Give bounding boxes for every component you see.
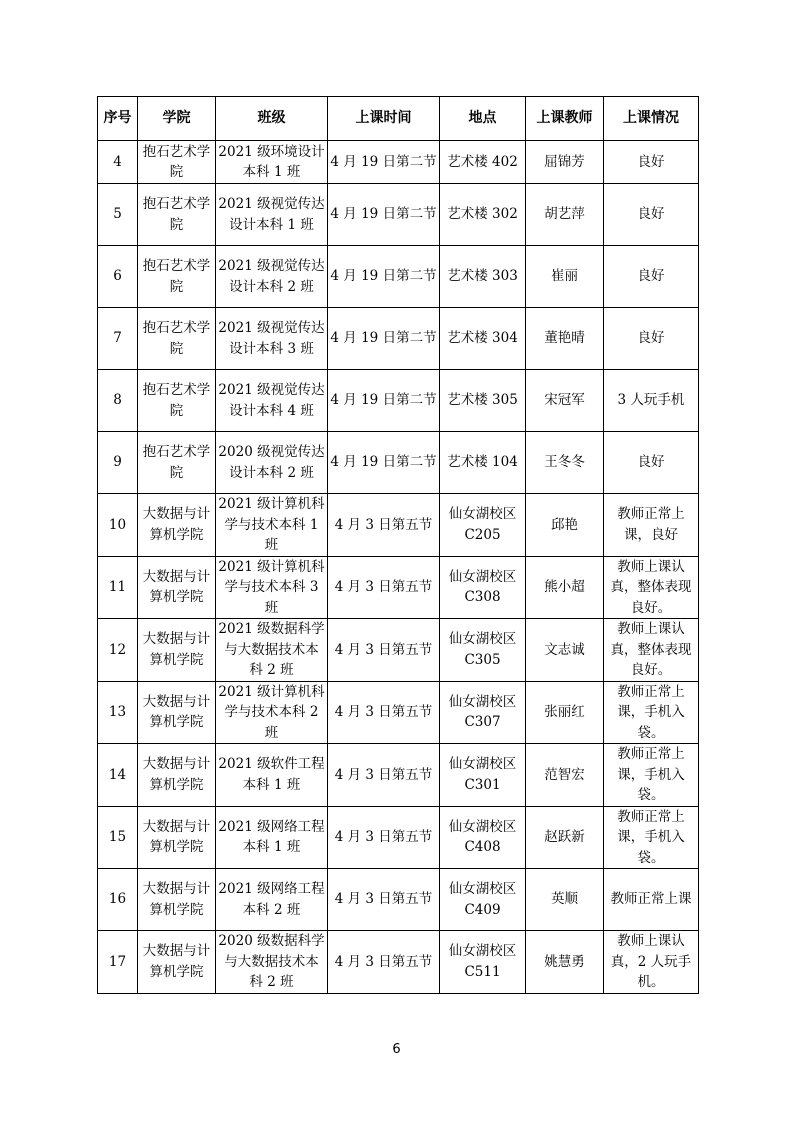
cell-seq: 14 — [98, 744, 138, 807]
cell-time: 4 月 3 日第五节 — [328, 681, 440, 744]
cell-status: 教师上课认真，整体表现良好。 — [604, 619, 699, 682]
cell-seq: 13 — [98, 681, 138, 744]
cell-status: 良好 — [604, 308, 699, 370]
cell-time: 4 月 3 日第五节 — [328, 619, 440, 682]
cell-location: 艺术楼 302 — [440, 184, 526, 246]
cell-college: 大数据与计算机学院 — [138, 619, 216, 682]
cell-teacher: 英顺 — [526, 869, 604, 931]
cell-college: 大数据与计算机学院 — [138, 556, 216, 619]
cell-status: 教师正常上课，良好 — [604, 494, 699, 557]
cell-teacher: 文志诚 — [526, 619, 604, 682]
cell-college: 大数据与计算机学院 — [138, 494, 216, 557]
header-seq: 序号 — [98, 97, 138, 141]
cell-teacher: 宋冠军 — [526, 370, 604, 432]
cell-location: 艺术楼 305 — [440, 370, 526, 432]
cell-college: 大数据与计算机学院 — [138, 681, 216, 744]
cell-time: 4 月 3 日第五节 — [328, 494, 440, 557]
cell-college: 大数据与计算机学院 — [138, 869, 216, 931]
cell-college: 抱石艺术学院 — [138, 246, 216, 308]
cell-location: 仙女湖校区 C205 — [440, 494, 526, 557]
cell-college: 大数据与计算机学院 — [138, 806, 216, 869]
cell-teacher: 姚慧勇 — [526, 931, 604, 994]
cell-seq: 9 — [98, 432, 138, 494]
table-row — [98, 494, 699, 557]
cell-class: 2021 级环境设计本科 1 班 — [216, 141, 328, 184]
cell-status: 教师正常上课，手机入袋。 — [604, 744, 699, 807]
table-row — [98, 556, 699, 619]
cell-college: 抱石艺术学院 — [138, 184, 216, 246]
cell-class: 2021 级计算机科学与技术本科 1 班 — [216, 494, 328, 557]
table-row — [98, 806, 699, 869]
cell-class: 2020 级视觉传达设计本科 2 班 — [216, 432, 328, 494]
cell-status: 良好 — [604, 141, 699, 184]
cell-time: 4 月 19 日第二节 — [328, 184, 440, 246]
cell-location: 艺术楼 304 — [440, 308, 526, 370]
header-teacher: 上课教师 — [526, 97, 604, 141]
cell-college: 抱石艺术学院 — [138, 308, 216, 370]
table-body — [98, 141, 699, 994]
cell-class: 2020 级数据科学与大数据技术本科 2 班 — [216, 931, 328, 994]
cell-seq: 16 — [98, 869, 138, 931]
cell-status: 良好 — [604, 246, 699, 308]
cell-teacher: 屈锦芳 — [526, 141, 604, 184]
cell-class: 2021 级计算机科学与技术本科 2 班 — [216, 681, 328, 744]
cell-status: 教师正常上课，手机入袋。 — [604, 806, 699, 869]
cell-teacher: 范智宏 — [526, 744, 604, 807]
cell-teacher: 熊小超 — [526, 556, 604, 619]
cell-status: 教师正常上课 — [604, 869, 699, 931]
cell-time: 4 月 19 日第二节 — [328, 246, 440, 308]
cell-time: 4 月 19 日第二节 — [328, 432, 440, 494]
cell-seq: 6 — [98, 246, 138, 308]
cell-seq: 12 — [98, 619, 138, 682]
cell-time: 4 月 3 日第五节 — [328, 806, 440, 869]
cell-teacher: 赵跃新 — [526, 806, 604, 869]
cell-location: 仙女湖校区 C305 — [440, 619, 526, 682]
cell-seq: 15 — [98, 806, 138, 869]
cell-location: 仙女湖校区 C409 — [440, 869, 526, 931]
cell-teacher: 崔丽 — [526, 246, 604, 308]
cell-class: 2021 级网络工程本科 2 班 — [216, 869, 328, 931]
cell-location: 艺术楼 303 — [440, 246, 526, 308]
cell-class: 2021 级视觉传达设计本科 4 班 — [216, 370, 328, 432]
cell-class: 2021 级计算机科学与技术本科 3 班 — [216, 556, 328, 619]
cell-class: 2021 级数据科学与大数据技术本科 2 班 — [216, 619, 328, 682]
cell-status: 良好 — [604, 184, 699, 246]
cell-college: 抱石艺术学院 — [138, 432, 216, 494]
header-class: 班级 — [216, 97, 328, 141]
cell-seq: 17 — [98, 931, 138, 994]
cell-status: 教师上课认真，整体表现良好。 — [604, 556, 699, 619]
cell-teacher: 邱艳 — [526, 494, 604, 557]
cell-class: 2021 级视觉传达设计本科 3 班 — [216, 308, 328, 370]
cell-time: 4 月 3 日第五节 — [328, 931, 440, 994]
table-row — [98, 141, 699, 184]
cell-teacher: 王冬冬 — [526, 432, 604, 494]
table-row — [98, 619, 699, 682]
cell-time: 4 月 3 日第五节 — [328, 869, 440, 931]
page-number: 6 — [392, 1042, 401, 1057]
cell-college: 大数据与计算机学院 — [138, 931, 216, 994]
cell-location: 艺术楼 402 — [440, 141, 526, 184]
cell-teacher: 胡艺萍 — [526, 184, 604, 246]
cell-class: 2021 级视觉传达设计本科 1 班 — [216, 184, 328, 246]
cell-college: 大数据与计算机学院 — [138, 744, 216, 807]
table-row — [98, 308, 699, 370]
cell-seq: 7 — [98, 308, 138, 370]
cell-time: 4 月 19 日第二节 — [328, 308, 440, 370]
cell-status: 教师正常上课，手机入袋。 — [604, 681, 699, 744]
cell-status: 教师上课认真，2 人玩手机。 — [604, 931, 699, 994]
cell-location: 仙女湖校区 C511 — [440, 931, 526, 994]
inspection-table — [97, 96, 699, 994]
cell-seq: 4 — [98, 141, 138, 184]
header-time: 上课时间 — [328, 97, 440, 141]
cell-location: 仙女湖校区 C301 — [440, 744, 526, 807]
table-row — [98, 370, 699, 432]
table-row — [98, 931, 699, 994]
cell-class: 2021 级网络工程本科 1 班 — [216, 806, 328, 869]
cell-location: 仙女湖校区 C408 — [440, 806, 526, 869]
cell-seq: 8 — [98, 370, 138, 432]
cell-teacher: 董艳晴 — [526, 308, 604, 370]
cell-status: 3 人玩手机 — [604, 370, 699, 432]
header-row — [98, 97, 699, 141]
cell-time: 4 月 3 日第五节 — [328, 744, 440, 807]
cell-class: 2021 级软件工程本科 1 班 — [216, 744, 328, 807]
table-row — [98, 184, 699, 246]
cell-status: 良好 — [604, 432, 699, 494]
header-college: 学院 — [138, 97, 216, 141]
cell-seq: 5 — [98, 184, 138, 246]
cell-time: 4 月 19 日第二节 — [328, 141, 440, 184]
table-row — [98, 432, 699, 494]
cell-location: 仙女湖校区 C307 — [440, 681, 526, 744]
cell-time: 4 月 19 日第二节 — [328, 370, 440, 432]
cell-teacher: 张丽红 — [526, 681, 604, 744]
header-location: 地点 — [440, 97, 526, 141]
cell-time: 4 月 3 日第五节 — [328, 556, 440, 619]
cell-college: 抱石艺术学院 — [138, 370, 216, 432]
cell-seq: 11 — [98, 556, 138, 619]
cell-location: 艺术楼 104 — [440, 432, 526, 494]
table-row — [98, 681, 699, 744]
cell-seq: 10 — [98, 494, 138, 557]
table-row — [98, 744, 699, 807]
header-status: 上课情况 — [604, 97, 699, 141]
table-row — [98, 869, 699, 931]
table-row — [98, 246, 699, 308]
cell-class: 2021 级视觉传达设计本科 2 班 — [216, 246, 328, 308]
cell-college: 抱石艺术学院 — [138, 141, 216, 184]
cell-location: 仙女湖校区 C308 — [440, 556, 526, 619]
